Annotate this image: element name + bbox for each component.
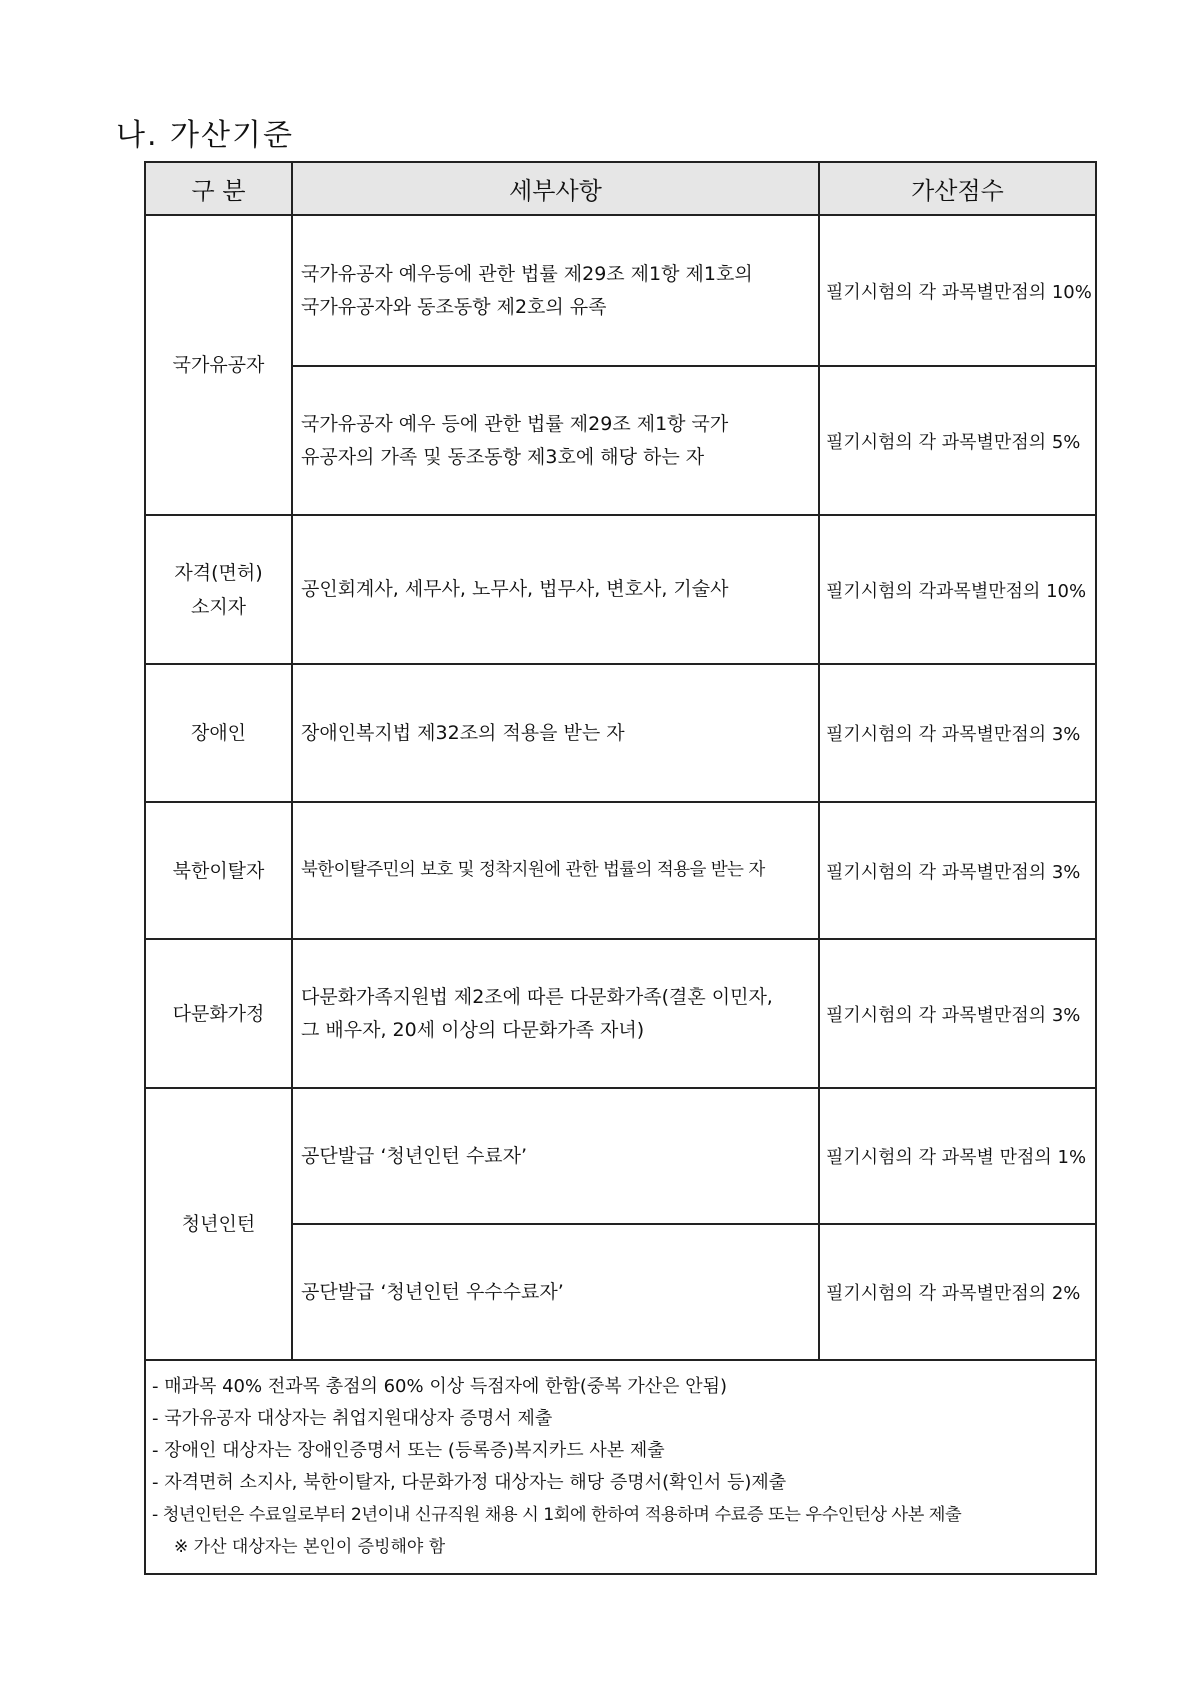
- header-category: 구 분: [145, 162, 292, 215]
- detail-line: 그 배우자, 20세 이상의 다문화가족 자녀): [301, 1018, 645, 1041]
- detail-line: 국가유공자 예우등에 관한 법률 제29조 제1항 제1호의: [301, 262, 753, 285]
- detail-line: 북한이탈주민의 보호 및 정착지원에 관한 법률의 적용을 받는 자: [301, 860, 765, 880]
- category-cell: [145, 1088, 292, 1360]
- score-cell: 필기시험의 각 과목별만점의 5%: [819, 366, 1096, 515]
- table-row: [145, 802, 1096, 939]
- category-cell: [145, 664, 292, 802]
- score-cell: 필기시험의 각 과목별만점의 2%: [819, 1224, 1096, 1360]
- table-row: [145, 939, 1096, 1088]
- detail-line: 다문화가족지원법 제2조에 따른 다문화가족(결혼 이민자,: [301, 985, 773, 1008]
- detail-cell: [292, 215, 819, 366]
- detail-line: 공단발급 ‘청년인턴 우수수료자’: [301, 1280, 564, 1303]
- table-row: [145, 215, 1096, 366]
- category-label: 북한이탈자: [172, 859, 265, 882]
- note-item: - 청년인턴은 수료일로부터 2년이내 신규직원 채용 시 1회에 한하여 적용하며 수료증 또는 우수인턴상 사본 제출: [152, 1505, 962, 1525]
- category-label: 소지자: [190, 595, 247, 618]
- table-row: [145, 1088, 1096, 1224]
- detail-line: 국가유공자 예우 등에 관한 법률 제29조 제1항 국가: [301, 412, 729, 435]
- category-label: 장애인: [190, 722, 247, 744]
- header-score: 가산점수: [819, 162, 1096, 215]
- score-cell: 필기시험의 각과목별만점의 10%: [819, 515, 1096, 664]
- category-cell: [145, 515, 292, 664]
- category-label: 국가유공자: [172, 354, 265, 376]
- detail-cell: [292, 802, 819, 939]
- footnote: ※ 가산 대상자는 본인이 증빙해야 함: [174, 1537, 446, 1557]
- detail-cell: [292, 1088, 819, 1224]
- detail-line: 장애인복지법 제32조의 적용을 받는 자: [301, 721, 625, 744]
- category-label: 청년인턴: [181, 1213, 256, 1235]
- header-detail: 세부사항: [292, 162, 819, 215]
- notes-cell: [145, 1360, 1096, 1574]
- score-cell: 필기시험의 각 과목별만점의 3%: [819, 802, 1096, 939]
- score-cell: 필기시험의 각 과목별만점의 3%: [819, 939, 1096, 1088]
- table-row: [145, 664, 1096, 802]
- score-cell: 필기시험의 각 과목별만점의 10%: [819, 215, 1096, 366]
- detail-line: 국가유공자와 동조동항 제2호의 유족: [301, 295, 607, 318]
- category-label: 자격(면허): [174, 561, 263, 584]
- detail-line: 공인회계사, 세무사, 노무사, 법무사, 변호사, 기술사: [301, 578, 729, 600]
- category-cell: [145, 802, 292, 939]
- bonus-criteria-table: [144, 161, 1097, 1575]
- detail-cell: [292, 1224, 819, 1360]
- note-item: - 장애인 대상자는 장애인증명서 또는 (등록증)복지카드 사본 제출: [152, 1440, 665, 1461]
- category-label: 다문화가정: [172, 1002, 265, 1025]
- note-item: - 매과목 40% 전과목 총점의 60% 이상 득점자에 한함(중복 가산은 안됨): [152, 1376, 728, 1397]
- score-cell: 필기시험의 각 과목별만점의 3%: [819, 664, 1096, 802]
- score-cell: 필기시험의 각 과목별 만점의 1%: [819, 1088, 1096, 1224]
- category-cell: [145, 215, 292, 515]
- note-item: - 자격면허 소지사, 북한이탈자, 다문화가정 대상자는 해당 증명서(확인서 등)제출: [152, 1472, 787, 1493]
- table-row: [145, 515, 1096, 664]
- note-item: - 국가유공자 대상자는 취업지원대상자 증명서 제출: [152, 1408, 553, 1429]
- detail-cell: [292, 664, 819, 802]
- detail-cell: [292, 366, 819, 515]
- category-cell: [145, 939, 292, 1088]
- detail-line: 공단발급 ‘청년인턴 수료자’: [301, 1144, 528, 1167]
- detail-line: 유공자의 가족 및 동조동항 제3호에 해당 하는 자: [301, 445, 705, 468]
- header-row: [145, 162, 1096, 215]
- detail-cell: [292, 515, 819, 664]
- notes-row: [145, 1360, 1096, 1574]
- section-title: 나. 가산기준: [116, 118, 294, 153]
- detail-cell: [292, 939, 819, 1088]
